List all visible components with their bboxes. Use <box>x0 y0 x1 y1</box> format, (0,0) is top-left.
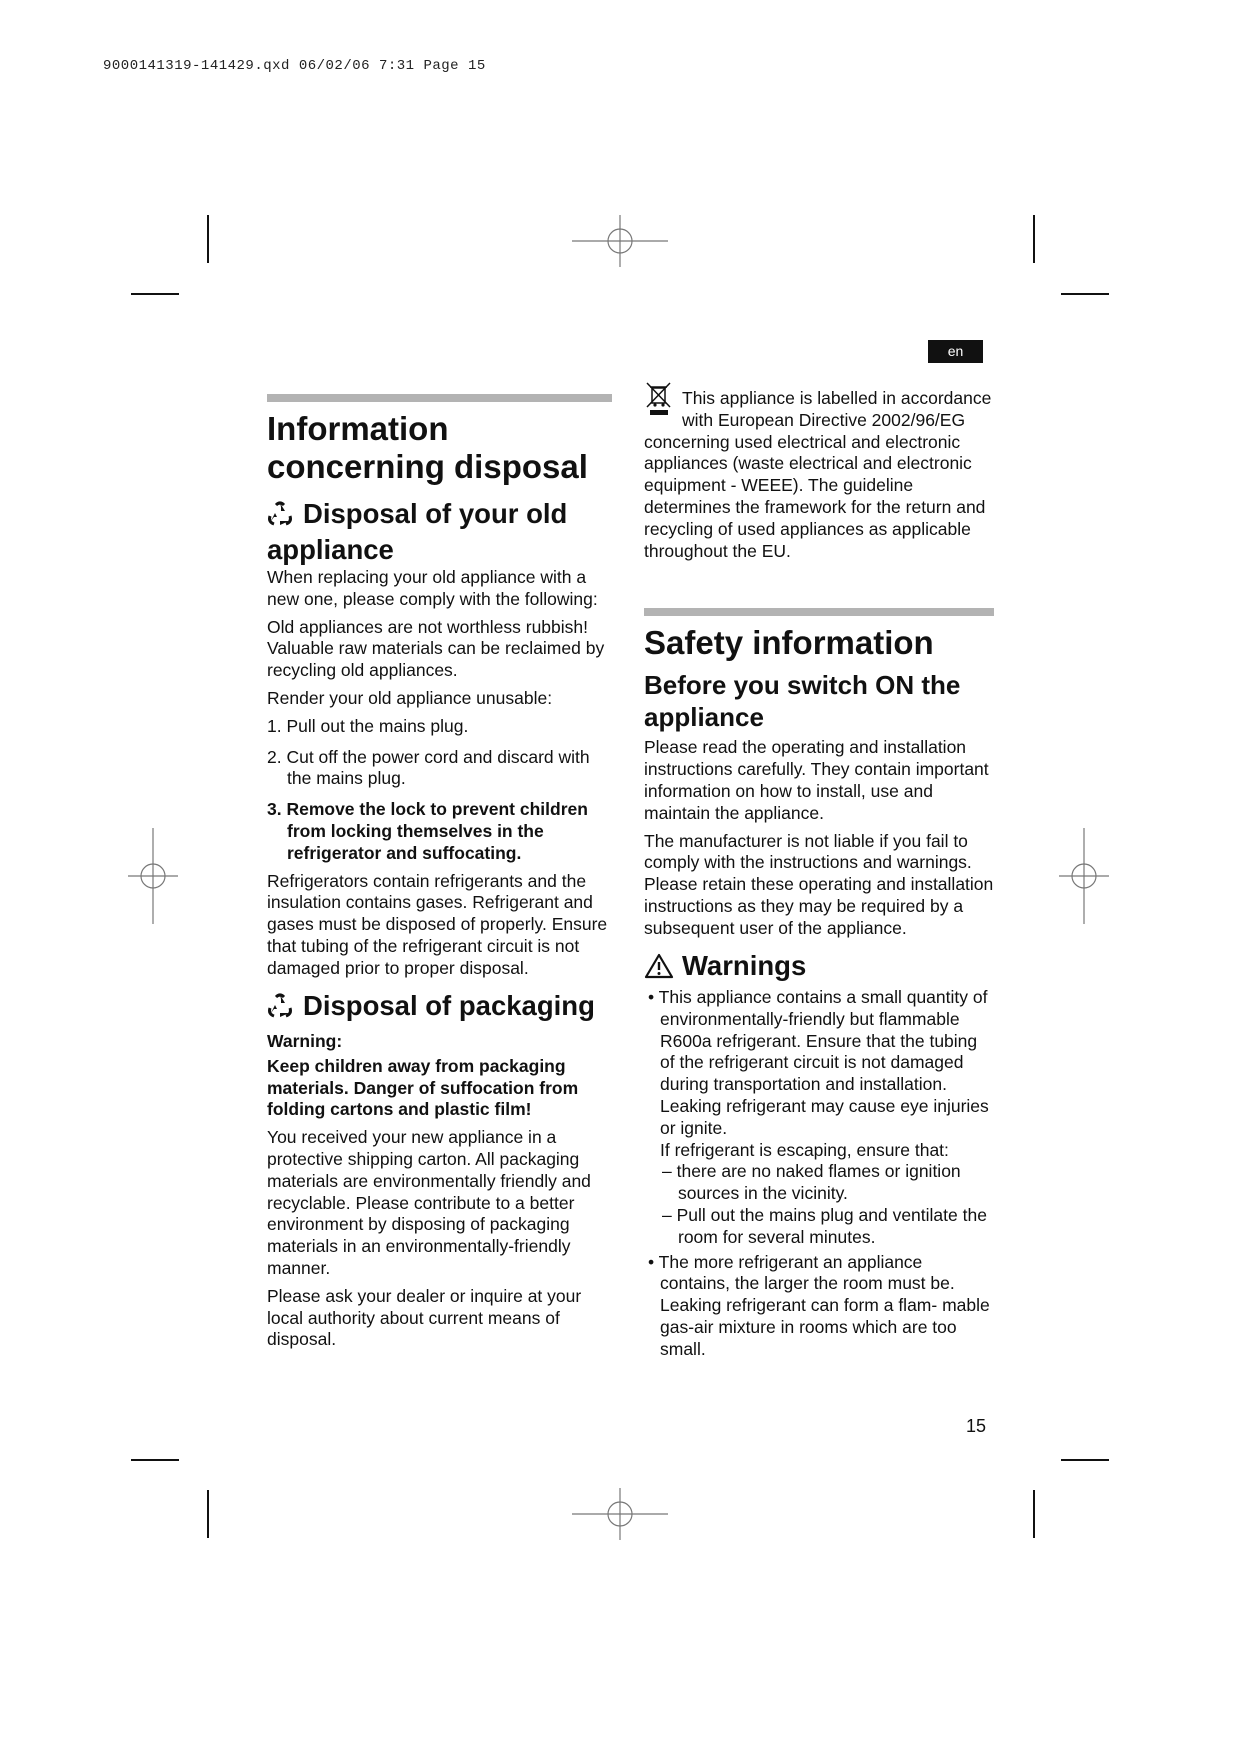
crop-mark <box>131 1459 179 1461</box>
registration-mark-top <box>572 215 668 267</box>
old-appliance-heading-text: Disposal of your old appliance <box>267 498 568 565</box>
paragraph: Old appliances are not worthless rubbish! Valuable raw materials can be reclaimed by recycling old appliances. <box>267 616 605 681</box>
left-column <box>267 394 612 1357</box>
paragraph: Please read the operating and installation instructions carefully. They contain important information on how to install, use and maintain the appliance. <box>644 737 989 823</box>
warnings-list <box>644 987 994 1361</box>
packaging-heading-text: Disposal of packaging <box>303 989 595 1021</box>
warning-label: Warning: <box>267 1031 343 1052</box>
warning-text: Keep children away from packaging materials. Danger of suffocation from folding cartons and plastic film! <box>267 1055 579 1120</box>
registration-mark-right <box>1059 828 1109 924</box>
bullet-subtext: If refrigerant is escaping, ensure that: <box>660 1139 949 1160</box>
paragraph: Please ask your dealer or inquire at your local authority about current means of disposal. <box>267 1285 582 1350</box>
paragraph: Render your old appliance unusable: <box>267 687 553 708</box>
crop-mark <box>1061 293 1109 295</box>
dash-list <box>660 1161 994 1248</box>
recycle-icon <box>267 993 293 1026</box>
old-appliance-heading <box>267 498 612 565</box>
registration-mark-left <box>128 828 178 924</box>
list-item: • The more refrigerant an appliance contains, the larger the room must be. Leaking refrigerant can form a flam- mable gas-air mixture in rooms which are too small. <box>648 1251 990 1359</box>
packaging-heading <box>267 990 612 1026</box>
list-item: 2. Cut off the power cord and discard with the mains plug. <box>267 746 590 789</box>
crop-mark <box>207 215 209 263</box>
list-item: – Pull out the mains plug and ventilate the room for several minutes. <box>662 1205 987 1247</box>
crop-mark <box>131 293 179 295</box>
weee-block <box>644 388 994 562</box>
list-item <box>644 987 994 1249</box>
page-title: Information concerning disposal <box>267 410 588 485</box>
list-item: – there are no naked flames or ignition sources in the vicinity. <box>662 1161 961 1204</box>
warning-triangle-icon <box>644 953 674 986</box>
warnings-heading <box>644 950 994 986</box>
paragraph: The manufacturer is not liable if you fail to comply with the instructions and warnings. Please retain these operating and installation instructions as they may be required by a subsequent user of the appliance. <box>644 830 994 938</box>
crossed-bin-icon <box>644 380 674 422</box>
crop-mark <box>207 1490 209 1538</box>
paragraph: Refrigerators contain refrigerants and the insulation contains gases. Refrigerant and gases must be disposed of properly. Ensure that tubing of the refrigerant circuit is not damaged prior to proper disposal. <box>267 870 608 978</box>
steps-list <box>267 716 612 865</box>
registration-mark-bottom <box>572 1488 668 1540</box>
list-item: 1. Pull out the mains plug. <box>267 715 469 736</box>
weee-text: This appliance is labelled in accordance with European Directive 2002/96/EG concerning used electrical and electronic appliances (waste electrical and electronic equipment - WEEE). The guideline determines the framework for the return and recycling of used appliances as applicable throughout the EU. <box>644 388 992 561</box>
right-column <box>644 388 994 1364</box>
crop-mark <box>1033 215 1035 263</box>
warnings-heading-text: Warnings <box>682 949 807 981</box>
paragraph: When replacing your old appliance with a new one, please comply with the following: <box>267 567 598 609</box>
paragraph: You received your new appliance in a protective shipping carton. All packaging materials are environmentally friendly and recyclable. Please contribute to a better environment by disposing of packaging materials in an environmentally-friendly manner. <box>267 1127 591 1279</box>
print-slug: 9000141319-141429.qxd 06/02/06 7:31 Page 15 <box>103 58 486 74</box>
bullet-text: • This appliance contains a small quantity of environmentally-friendly but flammable R600a refrigerant. Ensure that the tubing of the refrigerant circuit is not damaged during transportation and installation. Leaking refrigerant may cause eye injuries or ignite. <box>648 987 989 1138</box>
crop-mark <box>1061 1459 1109 1461</box>
section-bar <box>267 394 612 402</box>
page-number: 15 <box>966 1416 987 1436</box>
safety-title: Safety information <box>644 624 934 662</box>
recycle-icon <box>267 501 293 534</box>
list-item: 3. Remove the lock to prevent children from locking themselves in the refrigerator and suffocating. <box>267 799 588 863</box>
before-heading: Before you switch ON the appliance <box>644 670 961 732</box>
section-bar <box>644 608 994 616</box>
crop-mark <box>1033 1490 1035 1538</box>
language-tab: en <box>928 340 983 363</box>
